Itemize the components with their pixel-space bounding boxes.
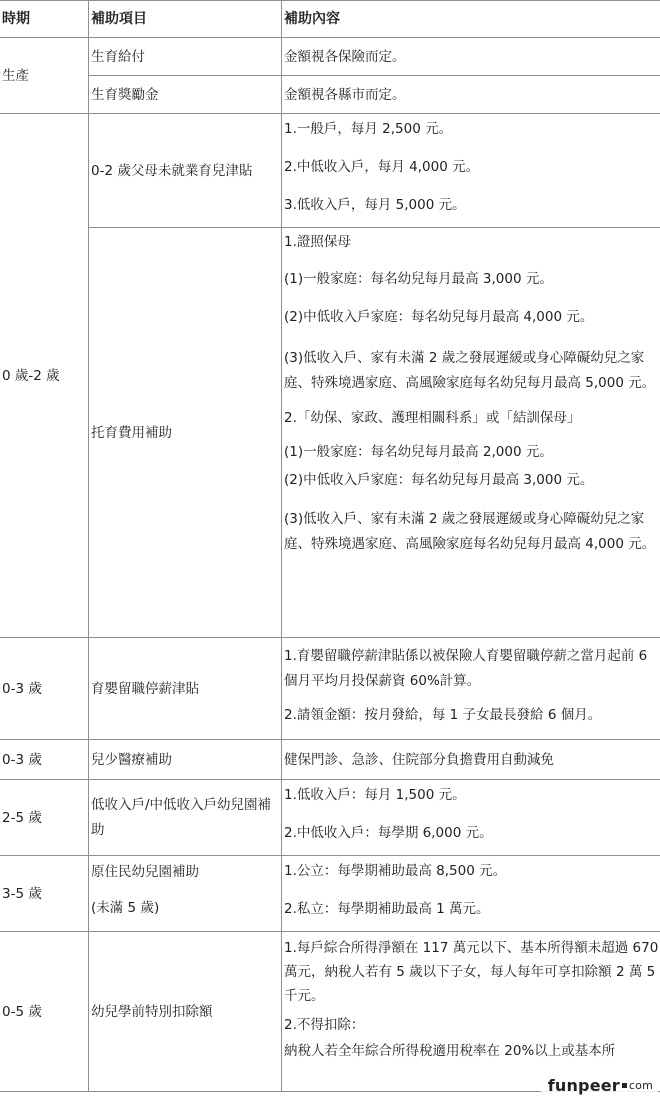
item-cell: 幼兒學前特別扣除額 [89, 932, 282, 1092]
content-line: 納稅人若全年綜合所得稅適用稅率在 20%以上或基本所 [284, 1043, 616, 1059]
content-line: 2.中低收入戶，每月 4,000 元。 [284, 159, 480, 175]
content-line: 2.「幼保、家政、護理相關科系」或「結訓保母」 [284, 410, 581, 426]
item-cell: 0-2 歲父母未就業育兒津貼 [89, 114, 282, 228]
content-line: 2.中低收入戶：每學期 6,000 元。 [284, 825, 493, 841]
header-content: 補助內容 [282, 1, 660, 38]
period-cell: 0-3 歲 [0, 740, 89, 780]
content-line: (1)一般家庭：每名幼兒每月最高 2,000 元。 [284, 444, 553, 460]
content-cell [282, 932, 660, 1092]
period-cell: 生產 [0, 38, 89, 114]
period-cell: 0-3 歲 [0, 638, 89, 740]
item-cell: 低收入戶/中低收入戶幼兒園補助 [89, 780, 282, 856]
content-line: (3)低收入戶、家有未滿 2 歲之發展遲緩或身心障礙幼兒之家庭、特殊境遇家庭、高風險家庭每名幼兒每月最高 4,000 元。 [284, 511, 656, 552]
content-cell: 金額視各縣市而定。 [282, 76, 660, 114]
dot-icon [622, 1083, 627, 1088]
content-cell [282, 780, 660, 856]
item-cell: 兒少醫療補助 [89, 740, 282, 780]
content-line: 1.低收入戶：每月 1,500 元。 [284, 787, 466, 803]
content-line: (1)一般家庭：每名幼兒每月最高 3,000 元。 [284, 271, 553, 287]
watermark-suffix: com [628, 1078, 653, 1092]
table-row [0, 38, 660, 76]
item-line: (未滿 5 歲) [91, 900, 160, 916]
content-line: 3.低收入戶，每月 5,000 元。 [284, 197, 466, 213]
period-cell: 0-5 歲 [0, 932, 89, 1092]
content-line: (2)中低收入戶家庭：每名幼兒每月最高 3,000 元。 [284, 472, 594, 488]
content-cell [282, 638, 660, 740]
content-line: 1.每戶綜合所得淨額在 117 萬元以下、基本所得額未超過 670 萬元，納稅人若有 5 歲以下子女，每人每年可享扣除額 2 萬 5 千元。 [284, 940, 659, 1004]
content-cell: 健保門診、急診、住院部分負擔費用自動減免 [282, 740, 660, 780]
table-row [0, 780, 660, 856]
watermark-text: funpeer [547, 1075, 620, 1095]
table-row [0, 932, 660, 1092]
item-cell: 托育費用補助 [89, 228, 282, 638]
content-cell: 金額視各保險而定。 [282, 38, 660, 76]
content-line: 2.私立：每學期補助最高 1 萬元。 [284, 901, 490, 917]
content-cell [282, 114, 660, 228]
item-line: 原住民幼兒園補助 [91, 864, 199, 880]
item-cell: 生育獎勵金 [89, 76, 282, 114]
content-line: 1.證照保母 [284, 234, 351, 250]
watermark-logo [541, 1072, 658, 1098]
period-cell: 3-5 歲 [0, 856, 89, 932]
table-row [0, 228, 660, 638]
header-item: 補助項目 [89, 1, 282, 38]
content-line: 2.不得扣除： [284, 1017, 365, 1033]
header-period: 時期 [0, 1, 89, 38]
table-row [0, 856, 660, 932]
item-cell: 生育給付 [89, 38, 282, 76]
content-line: 1.一般戶，每月 2,500 元。 [284, 121, 453, 137]
content-cell [282, 856, 660, 932]
table-row [0, 638, 660, 740]
header-row [0, 1, 660, 38]
content-line: 1.公立：每學期補助最高 8,500 元。 [284, 863, 507, 879]
content-cell [282, 228, 660, 638]
content-line: 2.請領金額：按月發給，每 1 子女最長發給 6 個月。 [284, 707, 602, 723]
content-line: (2)中低收入戶家庭：每名幼兒每月最高 4,000 元。 [284, 309, 594, 325]
period-cell: 0 歲-2 歲 [0, 114, 89, 638]
item-cell [89, 856, 282, 932]
period-cell: 2-5 歲 [0, 780, 89, 856]
table-row [0, 740, 660, 780]
table-row [0, 114, 660, 228]
content-line: 1.育嬰留職停薪津貼係以被保險人育嬰留職停薪之當月起前 6 個月平均月投保薪資 60%計算。 [284, 648, 648, 689]
table-row [0, 76, 660, 114]
item-cell: 育嬰留職停薪津貼 [89, 638, 282, 740]
content-line: (3)低收入戶、家有未滿 2 歲之發展遲緩或身心障礙幼兒之家庭、特殊境遇家庭、高風險家庭每名幼兒每月最高 5,000 元。 [284, 350, 656, 391]
